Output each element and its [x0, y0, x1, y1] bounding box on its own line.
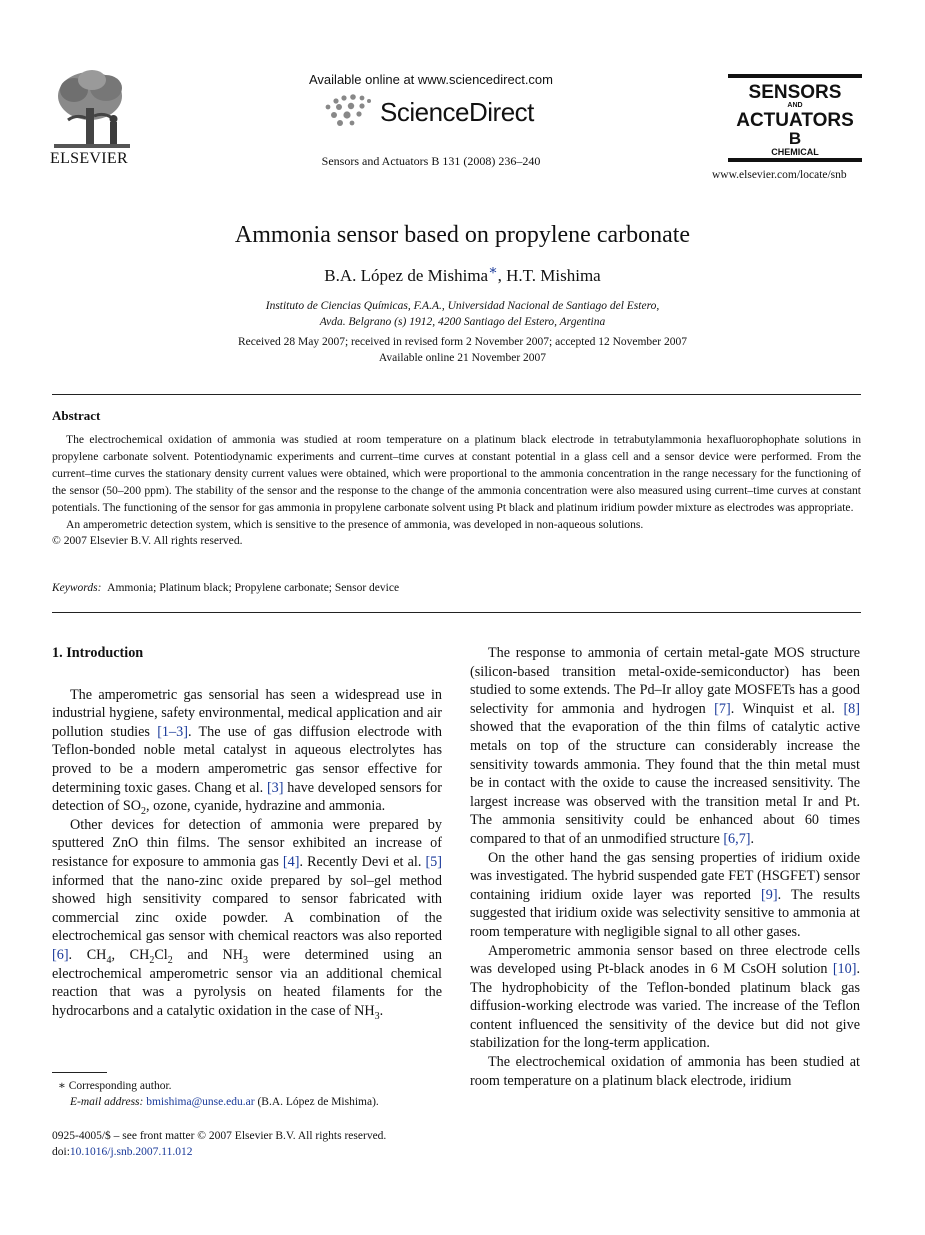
author-name: H.T. Mishima: [506, 266, 601, 285]
citation-link[interactable]: [10]: [832, 961, 857, 978]
journal-header: [0, 0, 925, 190]
received-dates: Received 28 May 2007; received in revised form 2 November 2007; accepted 12 November 2007: [238, 336, 687, 348]
svg-text:ACTUATORS: ACTUATORS: [736, 110, 854, 131]
right-column: [470, 644, 860, 1090]
corresponding-author-link[interactable]: ∗: [488, 263, 498, 279]
abstract-paragraph: An amperometric detection system, which is sensitive to the presence of ammonia, was developed in non-aqueous solutions.: [66, 517, 644, 531]
article-title: Ammonia sensor based on propylene carbonate: [234, 222, 691, 248]
affiliation: [0, 298, 925, 330]
affiliation-line: Avda. Belgrano (s) 1912, 4200 Santiago del Estero, Argentina: [319, 316, 606, 328]
corresponding-author-footnote: [52, 1078, 379, 1110]
keywords-label: Keywords:: [52, 582, 102, 594]
author-list: [0, 263, 925, 286]
author-separator: ,: [497, 266, 507, 285]
article-history: [0, 334, 925, 366]
body-paragraph: On the other hand the gas sensing properties of iridium oxide was investigated. The hybrid suspended gate FET (HSGFET) sensor containing iridium oxide layer was reported [9]. The results suggested that iridium oxide was selectivity sensitive to ammonia at room temperature with negligible signal to all other gases.: [470, 849, 860, 940]
front-matter-note: [52, 1128, 386, 1160]
sciencedirect-wordmark: ScienceDirect: [380, 97, 534, 127]
citation-link[interactable]: [6]: [52, 946, 69, 963]
body-paragraph: The electrochemical oxidation of ammonia has been studied at room temperature on a platinum black electrode, iridium: [470, 1054, 860, 1089]
left-column: [52, 644, 442, 1020]
citation-link[interactable]: [4]: [282, 853, 300, 870]
citation-link[interactable]: [1–3]: [157, 723, 188, 740]
body-paragraph: The response to ammonia of certain metal-gate MOS structure (silicon-based transition metal-oxide-semiconductor) has been studied to some extends. The Pd–Ir alloy gate MOSFETs has a good selectivity for ammonia and hydrogen [7]. Winquist et al. [8] showed that the evaporation of the thin films of catalytic active metals on top of the structure can considerably increase the sensitivity towards ammonia. They found that the thin metal must be in contact with the oxide to cause the increased sensitivity. The largest increase was observed with the transition metal Ir and Pt. The ammonia sensitivity could be enhanced about 60 times compared to that of an unmodified structure [6,7].: [470, 645, 860, 847]
keywords: [52, 582, 399, 594]
doi-link[interactable]: 10.1016/j.snb.2007.11.012: [69, 1146, 193, 1158]
footnote-line: ∗ Corresponding author.: [58, 1080, 172, 1092]
available-online-note: Available online at www.sciencedirect.com: [309, 72, 553, 87]
divider: [52, 394, 861, 395]
divider: [52, 612, 861, 613]
publisher-name: ELSEVIER: [50, 150, 128, 167]
svg-text:SENSORS: SENSORS: [748, 82, 842, 103]
sensors-actuators-logo: [728, 74, 862, 164]
citation-link[interactable]: [3]: [266, 779, 284, 796]
author-name: B.A. López de Mishima: [324, 266, 489, 285]
affiliation-line: Instituto de Ciencias Químicas, F.A.A., Universidad Nacional de Santiago del Estero,: [265, 300, 660, 312]
body-paragraph: Amperometric ammonia sensor based on three electrode cells was developed using Pt-black anodes in 6 M CsOH solution [10]. The hydrophobicity of the Teflon-bonded platinum black gas diffusion-working electrode was varied. The increase of the Teflon content influenced the sensitivity of the device but did not give stabilization for the long-term application.: [470, 942, 860, 1052]
keywords-list: Ammonia; Platinum black; Propylene carbonate; Sensor device: [107, 582, 400, 594]
citation-link[interactable]: [6,7]: [723, 830, 751, 847]
body-paragraph: Other devices for detection of ammonia were prepared by sputtered ZnO thin films. The sensor exhibited an increase of resistance for exposure to ammonia gas [4]. Recently Devi et al. [5] informed that the nano-zinc oxide prepared by sol–gel method showed high sensitivity compared to sensor fabricated with commercial zinc oxide powder. A combination of the electrochemical gas sensor with chemical reactors was also reported [6]. $CH_4$, $CH_2Cl_2$ and $NH_3$ were determined using an electrochemical amperometric sensor via an additional chemical reaction that was a pyrolysis on heated filaments for the hydrocarbons and a catalytic oxidation in the case of $NH_3$.: [52, 816, 442, 1022]
svg-text:B: B: [788, 129, 802, 148]
footnote-email-line: E-mail address: bmishima@unse.edu.ar (B.A. López de Mishima).: [70, 1096, 379, 1108]
journal-citation: Sensors and Actuators B 131 (2008) 236–240: [321, 154, 541, 168]
citation-link[interactable]: [8]: [843, 700, 860, 717]
journal-homepage-link[interactable]: www.elsevier.com/locate/snb: [712, 169, 847, 181]
abstract-paragraph: The electrochemical oxidation of ammonia was studied at room temperature on a platinum black electrode in tetrabutylammonia hexafluorophophate solutions in propylene carbonate solvent. Potentiodynamic experiments and current–time curves at constant potential in a glass cell and a sensor device were performed. From the current–time curves the stationary density current values were obtained, which were proportional to the ammonia concentration in the range necessary for the functioning of the sensor (50–200 ppm). The stability of the sensor and the response to the change of the ammonia concentration were also measured using current–time curves at constant potentials. The functioning of the sensor for gas ammonia in propylene carbonate solvent using Pt black and platinum iridium powder mixture as electrodes was appropriate.: [52, 433, 861, 514]
available-date: Available online 21 November 2007: [378, 352, 547, 364]
citation-link[interactable]: [7]: [714, 700, 731, 717]
citation-link[interactable]: [9]: [761, 886, 778, 903]
doi-line: doi:10.1016/j.snb.2007.11.012: [52, 1146, 193, 1158]
abstract-heading: Abstract: [52, 408, 101, 423]
abstract-body: [52, 432, 861, 550]
abstract-copyright: © 2007 Elsevier B.V. All rights reserved.: [52, 534, 243, 548]
email-link[interactable]: bmishima@unse.edu.ar: [146, 1096, 255, 1108]
svg-text:AND: AND: [787, 102, 803, 109]
body-paragraph: The amperometric gas sensorial has seen a widespread use in industrial hygiene, safety environmental, medical application and air pollution studies [1–3]. The use of gas diffusion electrode with Teflon-bonded noble metal catalyst in aqueous electrolytes has proved to be a modern amperometric gas sensor effective for determining toxic gases. Chang et al. [3] have developed sensors for detection of $SO_2$, ozone, cyanide, hydrazine and ammonia.: [52, 686, 443, 817]
section-heading: 1. Introduction: [52, 645, 144, 661]
svg-text:CHEMICAL: CHEMICAL: [771, 147, 819, 157]
footnote-divider: [52, 1072, 107, 1073]
issn-line: 0925-4005/$ – see front matter © 2007 Elsevier B.V. All rights reserved.: [52, 1130, 387, 1142]
citation-link[interactable]: [5]: [425, 853, 442, 870]
